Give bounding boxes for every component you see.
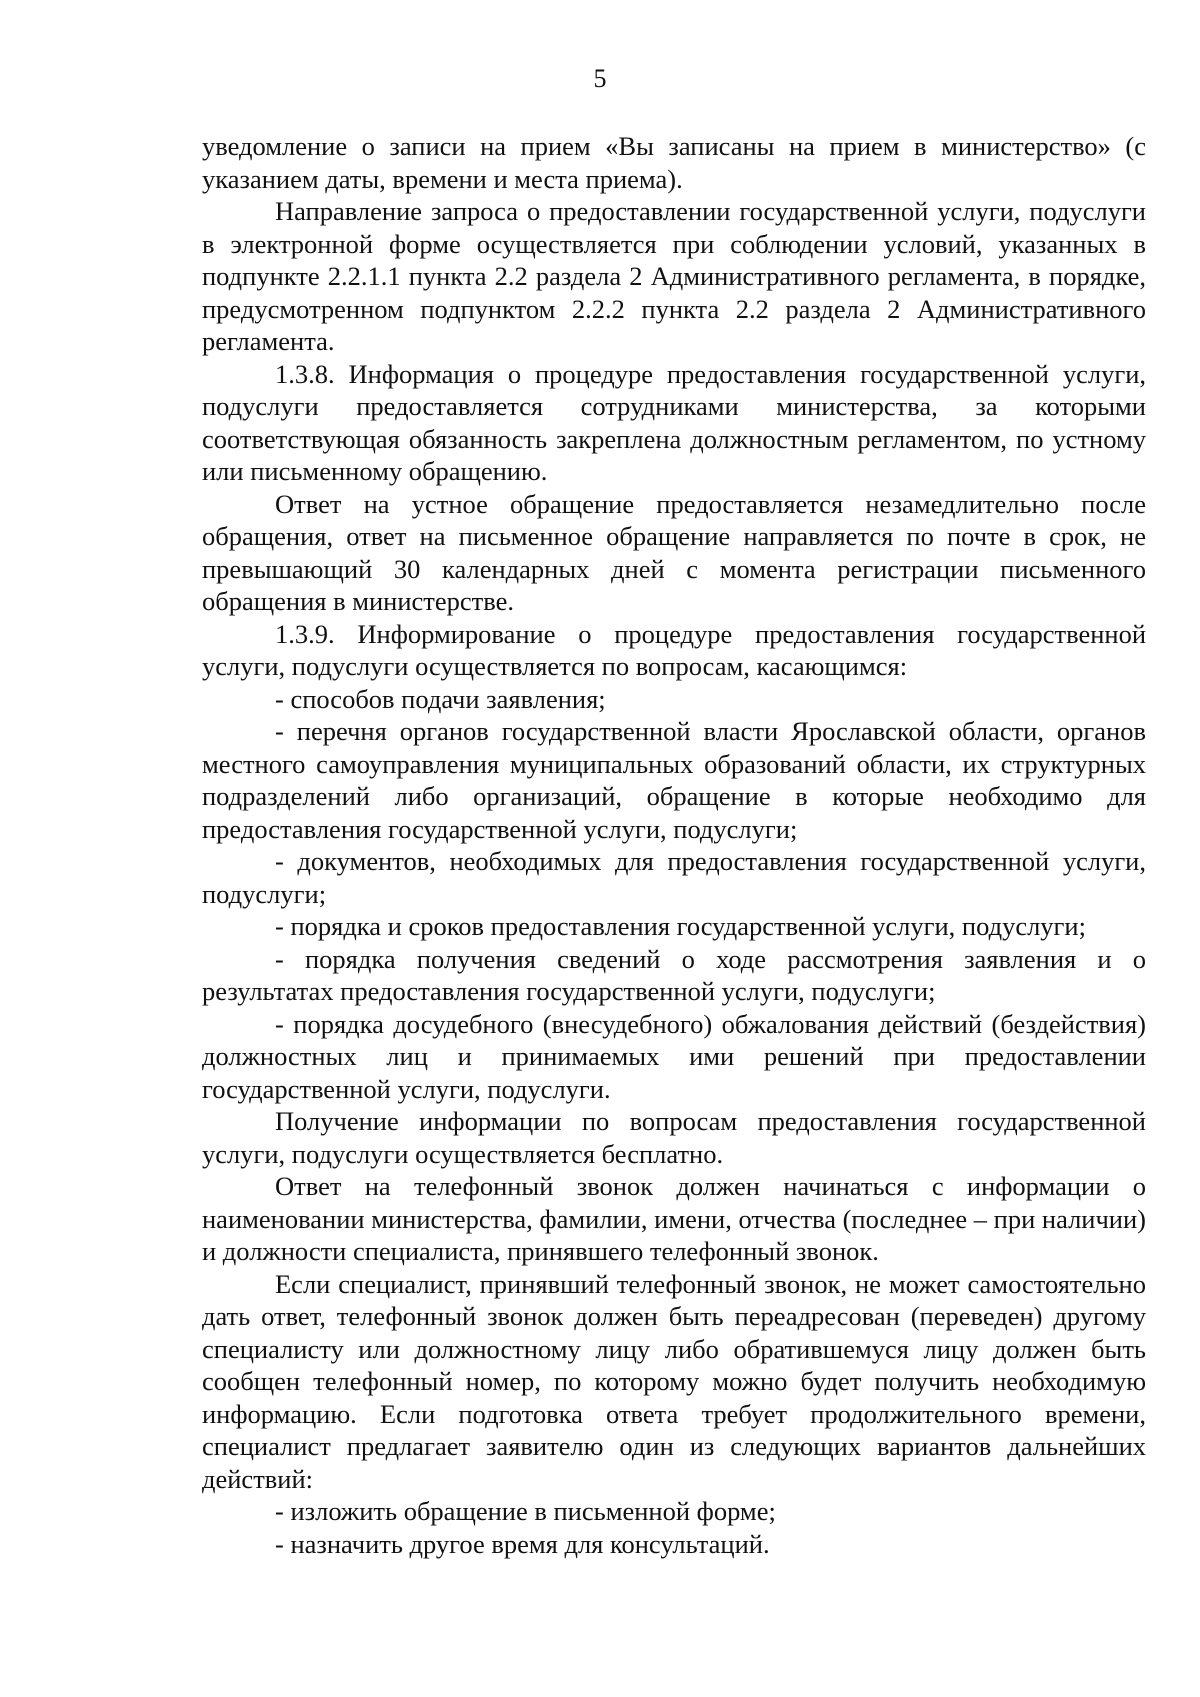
paragraph-free-information: Получение информации по вопросам предоставления государственной услуги, подуслуги осуществляется бесплатно. [202, 1106, 1146, 1169]
paragraph-1-3-9: 1.3.9. Информирование о процедуре предоставления государственной услуги, подуслуги осуществляется по вопросам, касающимся: [202, 618, 1146, 681]
paragraph-1-3-8: 1.3.8. Информация о процедуре предоставления государственной услуги, подуслуги предоставляется сотрудниками министерства, за которыми соответствующая обязанность закреплена должностным регламентом, по устному или письменному обращению. [202, 358, 1146, 486]
paragraph-phone-answer: Ответ на телефонный звонок должен начинаться с информации о наименовании министерства, фамилии, имени, отчества (последнее – при наличии) и должности специалиста, принявшего телефонный звонок. [202, 1171, 1146, 1266]
paragraph-appointment-notice: уведомление о записи на прием «Вы записаны на прием в министерство» (с указанием даты, времени и места приема). [202, 131, 1146, 194]
paragraph-call-redirect: Если специалист, принявший телефонный звонок, не может самостоятельно дать ответ, телефонный звонок должен быть переадресован (переведен) другому специалисту или должностному лицу либо обратившемуся лицу должен быть сообщен телефонный номер, по которому можно будет получить необходимую информацию. Если подготовка ответа требует продолжительного времени, специалист предлагает заявителю один из следующих вариантов дальнейших действий: [202, 1268, 1146, 1494]
list-item-appeal-procedure: - порядка досудебного (внесудебного) обжалования действий (бездействия) должностных лиц и принимаемых ими решений при предоставлении государственной услуги, подуслуги. [202, 1008, 1146, 1104]
paragraph-response-terms: Ответ на устное обращение предоставляется незамедлительно после обращения, ответ на письменное обращение направляется по почте в срок, не превышающий 30 календарных дней с момента регистрации письменного обращения в министерстве. [202, 488, 1146, 616]
paragraph-electronic-request: Направление запроса о предоставлении государственной услуги, подуслуги в электронной форме осуществляется при соблюдении условий, указанных в подпункте 2.2.1.1 пункта 2.2 раздела 2 Административного регламента, в порядке, предусмотренном подпунктом 2.2.2 пункта 2.2 раздела 2 Административного регламента. [202, 196, 1146, 356]
list-item-authorities: - перечня органов государственной власти Ярославской области, органов местного самоуправления муниципальных образований области, их структурных подразделений либо организаций, обращение в которые необходимо для предоставления государственной услуги, подуслуги; [202, 716, 1146, 844]
list-item-procedure-terms: - порядка и сроков предоставления государственной услуги, подуслуги; [275, 911, 1086, 941]
list-item-written-form: - изложить обращение в письменной форме; [275, 1496, 776, 1526]
page-number: 5 [593, 64, 607, 93]
list-item-progress-info: - порядка получения сведений о ходе рассмотрения заявления и о результатах предоставления государственной услуги, подуслуги; [202, 943, 1146, 1006]
list-item-documents: - документов, необходимых для предоставления государственной услуги, подуслуги; [202, 846, 1146, 909]
list-item-other-time: - назначить другое время для консультаций. [275, 1528, 770, 1559]
document-body [202, 130, 1146, 1560]
list-item-submission-methods: - способов подачи заявления; [275, 683, 606, 714]
